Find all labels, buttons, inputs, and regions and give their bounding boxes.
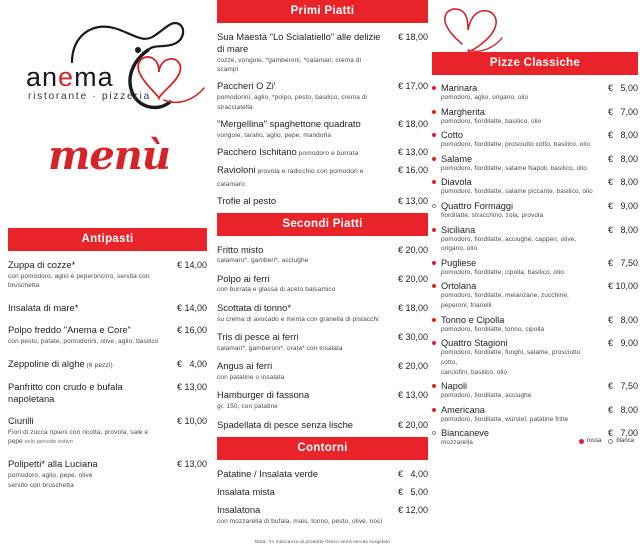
legend-item-rossa — [579, 438, 602, 444]
menu-item-price: € 13,00 — [397, 390, 428, 401]
menu-item-line — [217, 244, 428, 256]
pizza-item-line — [432, 381, 638, 391]
pizza-item-name: Americana — [441, 404, 485, 415]
pizza-item-description: pomodoro, fiordilatte, melanzane, zucchine, peperoni, friarielli — [441, 292, 569, 310]
menu-item-line — [217, 146, 428, 158]
menu-item — [217, 80, 428, 112]
menu-item — [217, 302, 428, 324]
pizza-type-rossa-icon — [432, 384, 436, 388]
menu-item-line — [217, 80, 428, 92]
menu-item-line — [217, 302, 428, 314]
pizza-item-line — [432, 154, 638, 164]
pizza-item-description: pomodoro, fiordilatte, basilico, olio — [441, 117, 542, 125]
menu-item — [217, 360, 428, 382]
menu-item-line — [217, 164, 428, 188]
pizza-type-rossa-icon — [432, 284, 436, 288]
menu-item-line — [8, 381, 207, 405]
menu-item — [217, 419, 428, 431]
legend-dot-bianca-icon — [608, 439, 613, 444]
menu-item — [217, 468, 428, 480]
pizza-item-description: pomodoro, fiordilatte, salame piccante, basilico, olio — [441, 188, 593, 196]
pizza-item-description: pomodoro, fiordilatte, würstel, patatine fritte — [441, 415, 569, 423]
menu-item-name: "Mergellina" spaghettone quadrato — [217, 117, 361, 129]
menu-item-name: Trofie al pesto — [217, 194, 277, 206]
menu-item-line — [8, 302, 207, 314]
middle-column — [215, 0, 430, 545]
menu-item-description: servito con bruschetta — [8, 482, 74, 490]
menu-item-price: € 20,00 — [397, 361, 428, 372]
menu-item — [217, 504, 428, 526]
pizza-type-rossa-icon — [432, 261, 436, 265]
menu-item-name: Angus ai ferri — [217, 360, 273, 372]
menu-item — [217, 244, 428, 266]
pizza-item-name: Quattro Formaggi — [441, 201, 513, 212]
menu-item-price: € 14,00 — [176, 302, 207, 313]
pizza-item-name: Salame — [441, 153, 473, 164]
pizza-type-bianca-icon — [432, 431, 436, 435]
pizza-item-price: € 8,00 — [607, 153, 638, 164]
pizza-item-line — [432, 225, 638, 235]
antipasti-list — [8, 259, 207, 490]
menu-item — [8, 458, 207, 491]
pizza-item-description: pomodoro, fiordilatte, salame Napoli, basilico, olio — [441, 164, 587, 172]
menu-item-name: Tris di pesce ai ferri — [217, 331, 299, 343]
pizza-item — [432, 258, 638, 278]
menu-item — [217, 195, 428, 207]
pizza-item-name: Siciliana — [441, 224, 476, 235]
pizza-item-price: € 10,00 — [607, 281, 638, 292]
menu-item-name: Insalatona — [217, 503, 261, 515]
pizza-item-description: pomodoro, aglio, origano, olio — [441, 94, 529, 101]
pizza-item-name: Marinara — [441, 83, 478, 93]
pizza-item-name: Quattro Stagioni — [441, 338, 508, 349]
pizza-item — [432, 107, 638, 127]
secondi-list — [217, 244, 428, 431]
menu-item — [217, 31, 428, 74]
left-column — [0, 0, 215, 490]
menu-item-description-note: solo periodo estivo — [22, 439, 74, 446]
menu-item-name: Ciurilli — [8, 415, 34, 427]
menu-item-name: Sua Maestà "Lo Scialatiello" alle delizie di mare — [217, 31, 381, 54]
menu-item-price: € 13,00 — [176, 381, 207, 392]
menu-item — [217, 486, 428, 498]
menu-item-name: Hamburger di fassona — [217, 389, 310, 401]
pizza-item-description: pomodoro, fiordilatte, acciughe, capperi, olive, origano, olio — [441, 235, 577, 253]
menu-item-line — [217, 273, 428, 285]
right-column — [430, 0, 640, 452]
pizza-item — [432, 405, 638, 425]
pizza-item-name: Napoli — [441, 381, 468, 392]
pizza-type-rossa-icon — [432, 110, 436, 114]
brand-name-part1: an — [26, 62, 59, 92]
menu-item — [217, 331, 428, 353]
pizza-item-name: Biancaneve — [441, 428, 490, 439]
menu-item-name: Zuppa di cozze* — [8, 259, 76, 270]
pizza-item-description: pomodoro, fiordilatte, cipolla, basilico, olio — [441, 268, 564, 276]
brand-tagline: ristorante · pizzeria — [28, 90, 151, 102]
menu-item-price: € 16,00 — [397, 165, 428, 176]
legend-label: bianca — [616, 438, 634, 444]
menu-item-line — [217, 31, 428, 55]
pizza-type-rossa-icon — [432, 318, 436, 322]
menu-item-line — [8, 358, 207, 370]
menu-item-line — [8, 324, 207, 336]
menu-item — [8, 381, 207, 405]
pizza-item-price: € 8,00 — [607, 404, 638, 415]
pizza-item-name: Tonno e Cipolla — [441, 314, 505, 325]
pizza-item — [432, 154, 638, 174]
menu-item-price: € 18,00 — [397, 32, 428, 42]
menu-item-name: Polpo ai ferri — [217, 272, 270, 284]
menu-item-name: Insalata mista — [217, 486, 275, 498]
brand-name-part2: ma — [74, 62, 114, 92]
pizza-item-line — [432, 107, 638, 117]
menu-item-name: Patatine / Insalata verde — [217, 468, 319, 480]
menu-item-line — [217, 504, 428, 516]
pizza-item-name: Cotto — [441, 130, 463, 141]
menu-item — [217, 389, 428, 411]
menu-item — [8, 358, 207, 370]
menu-item-line — [8, 415, 207, 427]
menu-item-description: calamari*, gamberoni*, orata* con insalata — [217, 344, 343, 352]
menu-item-name: Paccheri O Zi' — [217, 80, 276, 92]
menu-item — [8, 259, 207, 291]
pizza-item-price: € 7,50 — [607, 381, 638, 392]
pizza-item-price: € 9,00 — [607, 338, 638, 349]
menu-item — [217, 164, 428, 188]
menu-item-price: € 18,00 — [397, 118, 428, 129]
menu-item-line — [8, 458, 207, 470]
pizza-item-description: pomodoro, fiordilatte, acciughe — [441, 392, 532, 400]
menu-item — [217, 118, 428, 140]
pizza-item-price: € 7,50 — [607, 257, 638, 268]
menu-item-description: pomodorini, aglio, *polpo, pesto, basilico, crema di stracciatella — [217, 94, 368, 111]
pizza-item — [432, 281, 638, 310]
pizza-item — [432, 225, 638, 254]
menu-item-price: € 13,00 — [397, 195, 428, 206]
pizza-type-rossa-icon — [432, 408, 436, 412]
legend-label: rossa — [586, 438, 602, 444]
pizza-item-line — [432, 405, 638, 415]
allergen-note: Nota: *in mancanza di prodotto fresco verrà servito surgelato — [254, 540, 391, 545]
menu-item-description: su crema di avocado e menta con granella di pistacchi — [217, 315, 379, 323]
pizza-item-line — [432, 315, 638, 325]
menu-title: menù — [48, 132, 170, 179]
pizza-item-line — [432, 258, 638, 268]
pizza-item-price: € 5,00 — [607, 83, 638, 93]
menu-item-price: € 4,00 — [397, 469, 428, 480]
pizza-item-price: € 8,00 — [607, 177, 638, 188]
pizza-item — [432, 83, 638, 103]
menu-item-line — [217, 486, 428, 498]
menu-item-price: € 20,00 — [397, 244, 428, 255]
menu-item-description: con burrata e glassa di aceto balsamico — [217, 286, 336, 294]
section-header-contorni: Contorni — [217, 437, 428, 460]
pizza-item-price: € 8,00 — [607, 314, 638, 325]
pizza-type-rossa-icon — [432, 228, 436, 232]
heart-decoration — [432, 0, 638, 52]
menu-item-price: € 20,00 — [397, 273, 428, 284]
menu-item-line — [217, 419, 428, 431]
menu-item-inline-description: provola e radicchio con pomodori e calamaro — [217, 168, 364, 188]
contorni-list — [217, 468, 428, 526]
menu-item-description: gr. 150, con patatine — [217, 403, 279, 411]
primi-list — [217, 31, 428, 207]
menu-item-name: Panfritto con crudo e bufala napoletana — [8, 380, 123, 404]
menu-item-price: € 12,00 — [397, 504, 428, 515]
pizza-type-rossa-icon — [432, 133, 436, 137]
pizza-item-line — [432, 338, 638, 348]
brand-header — [8, 0, 207, 228]
pizza-item-line — [432, 428, 638, 438]
menu-item-description: con pomodoro, aglio e peperoncino, servita con bruschetta — [8, 272, 150, 290]
menu-item-description: con patatine o insalata — [217, 374, 285, 381]
menu-item-price: € 5,00 — [397, 487, 428, 498]
pizza-item — [432, 177, 638, 197]
pizza-item-description: pomodoro, fiordilatte, funghi, salame, prosciutto cotto, — [441, 349, 581, 366]
pizza-item — [432, 338, 638, 377]
menu-item-price: € 17,00 — [397, 81, 428, 92]
menu-item-name: Fritto misto — [217, 243, 264, 255]
pizza-item-line — [432, 83, 638, 93]
menu-item-description: con pesto, patate, pomodorini, olive, aglio, basilico — [8, 338, 159, 346]
menu-item-price: € 10,00 — [176, 416, 207, 427]
pizza-item-price: € 7,00 — [607, 106, 638, 117]
pizza-item-line — [432, 201, 638, 211]
section-header-secondi: Secondi Piatti — [217, 213, 428, 236]
pizza-item-name: Ortolana — [441, 281, 477, 292]
menu-item — [217, 146, 428, 158]
menu-item-name: Spadellata di pesce senza lische — [217, 418, 354, 430]
menu-item-price: € 30,00 — [397, 332, 428, 343]
pizza-type-rossa-icon — [432, 86, 436, 90]
menu-item-price: € 18,00 — [397, 302, 428, 313]
legend-item-bianca — [608, 438, 634, 444]
section-header-primi: Primi Piatti — [217, 0, 428, 23]
menu-item-name: Scottata di tonno* — [217, 301, 292, 313]
menu-item-name: Polipetti* alla Luciana — [8, 457, 98, 469]
pizze-list — [432, 83, 638, 448]
pizza-item-line — [432, 130, 638, 140]
menu-item-line — [217, 118, 428, 130]
pizza-type-bianca-icon — [432, 204, 436, 208]
menu-item — [8, 415, 207, 447]
menu-item-name: Polpo freddo "Anema e Core" — [8, 324, 131, 336]
pizza-item-price: € 8,00 — [607, 130, 638, 141]
brand-name-highlight: e — [58, 62, 75, 92]
section-header-antipasti: Antipasti — [8, 228, 207, 251]
pizza-item-description: pomodoro, fiordilatte, prosciutto cotto, basilico, olio — [441, 141, 591, 149]
menu-item-description: cozze, vongole, *gamberoni, *calamari, crema di scampi — [217, 56, 362, 73]
pizza-item-description: carciofini, basilico, olio — [441, 368, 508, 376]
menu-item-description: con mozzarella di bufala, mais, tonno, pesto, olive, noci — [217, 517, 383, 525]
pizza-item — [432, 130, 638, 150]
pizza-item — [432, 201, 638, 221]
menu-item-description: vongole, tarallo, aglio, pepe, mandorla — [217, 131, 332, 139]
menu-item-name: Insalata di mare* — [8, 301, 79, 313]
menu-item-inline-description: (6 pezzi) — [84, 361, 113, 369]
pizza-item-name: Margherita — [441, 106, 485, 117]
pizza-item-line — [432, 281, 638, 291]
section-header-pizze: Pizze Classiche — [432, 52, 638, 75]
menu-item — [8, 302, 207, 314]
menu-item-description: Fiori di zucca ripieni con ricotta, provola, sale e pepe solo periodo estivo — [8, 429, 149, 446]
menu-item-price: € 16,00 — [176, 325, 207, 336]
menu-item-name: Ravioloni provola e radicchio con pomodori e calamaro — [217, 164, 364, 188]
menu-item-name: Zeppoline di alghe (6 pezzi) — [8, 357, 113, 369]
pizza-item-name: Diavola — [441, 177, 472, 188]
pizza-item — [432, 381, 638, 401]
menu-item-line — [217, 468, 428, 480]
menu-item-line — [217, 195, 428, 207]
menu-item-line — [217, 331, 428, 343]
pizza-item-description: pomodoro, fiordilatte, tonno, cipolla — [441, 325, 545, 333]
pizza-type-rossa-icon — [432, 180, 436, 184]
pizza-item-price: € 8,00 — [607, 224, 638, 235]
pizza-item-description: mozzarella — [441, 439, 473, 447]
menu-item — [8, 324, 207, 346]
pizza-item — [432, 315, 638, 335]
menu-item-price: € 14,00 — [176, 260, 207, 270]
menu-item-line — [217, 389, 428, 401]
menu-item-price: € 13,00 — [176, 458, 207, 469]
menu-item-price: € 20,00 — [397, 419, 428, 430]
pizza-item-line — [432, 177, 638, 187]
menu-item-line — [8, 259, 207, 271]
pizza-legend — [579, 438, 634, 444]
pizza-item-price: € 7,00 — [607, 428, 638, 439]
menu-item — [217, 273, 428, 295]
menu-item-line — [217, 360, 428, 372]
menu-item-description: calamaro*, gamberi*, acciughe — [217, 257, 309, 265]
pizza-item-price: € 9,00 — [607, 201, 638, 212]
brand-name — [26, 62, 114, 93]
menu-item-description: pomodoro, aglio, pepe, olive — [8, 471, 93, 479]
heart-icon — [432, 0, 552, 56]
pizza-type-rossa-icon — [432, 157, 436, 161]
menu-item-name: Pacchero Ischitano pomodoro e burrata — [217, 146, 359, 158]
menu-item-price: € 4,00 — [176, 358, 207, 369]
menu-item-inline-description: pomodoro e burrata — [296, 150, 359, 158]
menu-item-price: € 13,00 — [397, 147, 428, 158]
legend-dot-rossa-icon — [579, 439, 584, 444]
pizza-item-description: fiordilatte, stracchino, zola, provola — [441, 212, 544, 220]
pizza-type-rossa-icon — [432, 341, 436, 345]
pizza-item-name: Pugliese — [441, 257, 477, 268]
